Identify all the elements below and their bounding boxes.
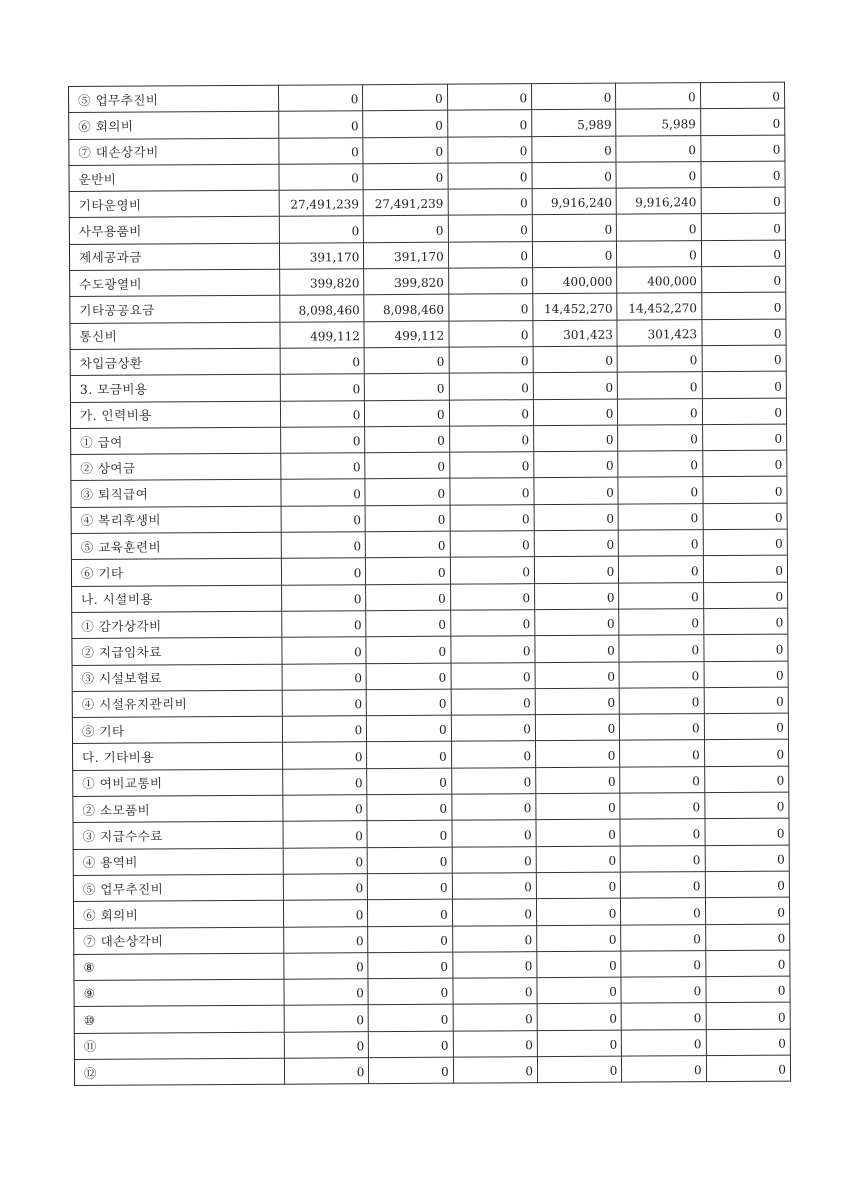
row-label: 기타운영비	[69, 190, 279, 218]
amount-cell: 0	[620, 740, 704, 767]
amount-cell: 0	[701, 240, 785, 267]
amount-cell: 0	[280, 400, 364, 427]
amount-cell: 0	[619, 635, 703, 662]
row-label: 차입금상환	[70, 348, 280, 376]
amount-cell: 0	[365, 479, 449, 506]
amount-cell: 0	[701, 161, 785, 188]
row-label: ① 급여	[71, 427, 281, 455]
amount-cell: 0	[452, 873, 536, 900]
amount-cell: 400,000	[533, 267, 617, 294]
amount-cell: 0	[366, 558, 450, 585]
amount-cell: 0	[622, 1056, 706, 1083]
amount-cell: 0	[701, 292, 785, 319]
amount-cell: 0	[702, 450, 786, 477]
amount-cell: 0	[448, 163, 532, 190]
amount-cell: 0	[451, 741, 535, 768]
amount-cell: 0	[365, 426, 449, 453]
amount-cell: 0	[366, 531, 450, 558]
amount-cell: 0	[281, 532, 365, 559]
amount-cell: 27,491,239	[279, 190, 363, 217]
amount-cell: 0	[365, 400, 449, 427]
amount-cell: 0	[535, 662, 619, 689]
amount-cell: 0	[448, 241, 532, 268]
amount-cell: 0	[616, 83, 700, 110]
amount-cell: 0	[703, 503, 787, 530]
amount-cell: 0	[283, 847, 367, 874]
amount-cell: 0	[283, 874, 367, 901]
amount-cell: 0	[621, 872, 705, 899]
amount-cell: 0	[281, 558, 365, 585]
amount-cell: 0	[621, 898, 705, 925]
amount-cell: 0	[534, 478, 618, 505]
amount-cell: 0	[618, 503, 702, 530]
amount-cell: 0	[282, 584, 366, 611]
amount-cell: 0	[534, 504, 618, 531]
amount-cell: 0	[363, 163, 447, 190]
amount-cell: 0	[706, 976, 790, 1003]
amount-cell: 0	[452, 846, 536, 873]
row-label: ④ 시설유지관리비	[72, 690, 282, 718]
amount-cell: 0	[453, 1004, 537, 1031]
amount-cell: 0	[448, 268, 532, 295]
amount-cell: 0	[618, 372, 702, 399]
amount-cell: 0	[452, 820, 536, 847]
amount-cell: 0	[451, 715, 535, 742]
amount-cell: 0	[368, 978, 452, 1005]
amount-cell: 0	[701, 266, 785, 293]
amount-cell: 0	[533, 399, 617, 426]
amount-cell: 0	[705, 871, 789, 898]
amount-cell: 0	[448, 294, 532, 321]
amount-cell: 0	[703, 608, 787, 635]
amount-cell: 0	[702, 319, 786, 346]
amount-cell: 0	[700, 108, 784, 135]
amount-cell: 0	[535, 583, 619, 610]
table-row	[74, 1055, 790, 1086]
row-label: ① 여비교통비	[73, 769, 283, 797]
row-label: ② 소모품비	[73, 795, 283, 823]
amount-cell: 0	[536, 767, 620, 794]
amount-cell: 0	[537, 1004, 621, 1031]
amount-cell: 0	[451, 794, 535, 821]
amount-cell: 0	[451, 662, 535, 689]
row-label: 수도광열비	[70, 269, 280, 297]
amount-cell: 301,423	[617, 319, 701, 346]
row-label: 3. 모금비용	[70, 374, 280, 402]
row-label: ④ 용역비	[73, 848, 283, 876]
amount-cell: 8,098,460	[364, 295, 448, 322]
amount-cell: 5,989	[616, 109, 700, 136]
amount-cell: 0	[451, 767, 535, 794]
amount-cell: 0	[279, 111, 363, 138]
amount-cell: 0	[704, 661, 788, 688]
amount-cell: 0	[365, 452, 449, 479]
amount-cell: 0	[621, 950, 705, 977]
amount-cell: 0	[537, 977, 621, 1004]
amount-cell: 0	[618, 424, 702, 451]
amount-cell: 0	[450, 531, 534, 558]
amount-cell: 0	[280, 348, 364, 375]
row-label: ⑤ 업무추진비	[69, 85, 279, 113]
amount-cell: 0	[620, 766, 704, 793]
amount-cell: 0	[702, 371, 786, 398]
amount-cell: 0	[703, 555, 787, 582]
amount-cell: 0	[535, 635, 619, 662]
amount-cell: 0	[369, 1057, 453, 1084]
amount-cell: 0	[282, 663, 366, 690]
amount-cell: 0	[620, 819, 704, 846]
amount-cell: 0	[367, 742, 451, 769]
row-label: ⑥ 기타	[71, 559, 281, 587]
amount-cell: 0	[706, 1002, 790, 1029]
row-label: 기타공공요금	[70, 296, 280, 324]
amount-cell: 0	[532, 162, 616, 189]
amount-cell: 0	[536, 819, 620, 846]
amount-cell: 0	[616, 162, 700, 189]
amount-cell: 0	[367, 715, 451, 742]
amount-cell: 0	[704, 792, 788, 819]
amount-cell: 0	[704, 713, 788, 740]
amount-cell: 0	[619, 530, 703, 557]
amount-cell: 0	[284, 1058, 368, 1085]
amount-cell: 399,820	[280, 269, 364, 296]
amount-cell: 9,916,240	[616, 188, 700, 215]
amount-cell: 0	[617, 214, 701, 241]
row-label: ⑩	[74, 1006, 284, 1034]
row-label: 운반비	[69, 164, 279, 192]
amount-cell: 27,491,239	[363, 189, 447, 216]
amount-cell: 0	[537, 1030, 621, 1057]
amount-cell: 0	[450, 504, 534, 531]
amount-cell: 0	[533, 372, 617, 399]
amount-cell: 0	[702, 424, 786, 451]
amount-cell: 0	[279, 164, 363, 191]
row-label: ⑨	[74, 979, 284, 1007]
amount-cell: 0	[368, 952, 452, 979]
amount-cell: 8,098,460	[280, 295, 364, 322]
amount-cell: 0	[284, 952, 368, 979]
amount-cell: 0	[618, 451, 702, 478]
amount-cell: 0	[620, 845, 704, 872]
amount-cell: 0	[449, 373, 533, 400]
amount-cell: 0	[706, 1029, 790, 1056]
amount-cell: 0	[363, 84, 447, 111]
amount-cell: 0	[453, 978, 537, 1005]
amount-cell: 0	[283, 900, 367, 927]
amount-cell: 0	[537, 951, 621, 978]
amount-cell: 0	[366, 584, 450, 611]
amount-cell: 0	[535, 741, 619, 768]
amount-cell: 0	[283, 821, 367, 848]
row-label: ② 상여금	[71, 453, 281, 481]
amount-cell: 0	[284, 926, 368, 953]
amount-cell: 0	[283, 795, 367, 822]
amount-cell: 0	[449, 426, 533, 453]
expense-table-body	[69, 82, 791, 1086]
amount-cell: 0	[449, 452, 533, 479]
amount-cell: 0	[703, 477, 787, 504]
amount-cell: 0	[284, 979, 368, 1006]
amount-cell: 399,820	[364, 268, 448, 295]
amount-cell: 0	[449, 347, 533, 374]
amount-cell: 9,916,240	[532, 188, 616, 215]
amount-cell: 0	[537, 1056, 621, 1083]
row-label: ⑤ 교육훈련비	[71, 532, 281, 560]
amount-cell: 0	[282, 716, 366, 743]
row-label: 제세공과금	[69, 243, 279, 271]
row-label: ③ 퇴직급여	[71, 480, 281, 508]
amount-cell: 0	[368, 873, 452, 900]
amount-cell: 0	[619, 609, 703, 636]
amount-cell: 0	[617, 346, 701, 373]
amount-cell: 0	[705, 924, 789, 951]
amount-cell: 0	[366, 663, 450, 690]
amount-cell: 0	[616, 135, 700, 162]
amount-cell: 0	[284, 1005, 368, 1032]
amount-cell: 0	[620, 714, 704, 741]
amount-cell: 0	[700, 82, 784, 109]
amount-cell: 0	[703, 582, 787, 609]
amount-cell: 14,452,270	[533, 294, 617, 321]
amount-cell: 0	[536, 846, 620, 873]
amount-cell: 0	[278, 85, 362, 112]
amount-cell: 0	[367, 689, 451, 716]
amount-cell: 0	[701, 187, 785, 214]
amount-cell: 0	[279, 137, 363, 164]
amount-cell: 0	[536, 872, 620, 899]
amount-cell: 0	[279, 216, 363, 243]
amount-cell: 0	[701, 214, 785, 241]
amount-cell: 0	[367, 820, 451, 847]
amount-cell: 0	[450, 610, 534, 637]
row-label: 나. 시설비용	[72, 585, 282, 613]
row-label: ⑦ 대손상각비	[69, 138, 279, 166]
amount-cell: 0	[366, 610, 450, 637]
amount-cell: 0	[704, 740, 788, 767]
amount-cell: 0	[368, 899, 452, 926]
amount-cell: 0	[532, 215, 616, 242]
row-label: 가. 인력비용	[70, 401, 280, 429]
amount-cell: 0	[705, 845, 789, 872]
amount-cell: 0	[449, 399, 533, 426]
amount-cell: 0	[619, 661, 703, 688]
row-label: 다. 기타비용	[73, 743, 283, 771]
row-label: ① 감가상각비	[72, 611, 282, 639]
amount-cell: 0	[706, 1055, 790, 1082]
amount-cell: 0	[449, 320, 533, 347]
amount-cell: 391,170	[364, 242, 448, 269]
row-label: ⑤ 기타	[72, 716, 282, 744]
row-label: ⑤ 업무추진비	[73, 874, 283, 902]
amount-cell: 391,170	[279, 242, 363, 269]
amount-cell: 0	[619, 582, 703, 609]
amount-cell: 0	[452, 899, 536, 926]
amount-cell: 0	[447, 110, 531, 137]
amount-cell: 0	[363, 110, 447, 137]
amount-cell: 0	[702, 345, 786, 372]
amount-cell: 0	[620, 793, 704, 820]
amount-cell: 0	[705, 950, 789, 977]
amount-cell: 0	[281, 427, 365, 454]
amount-cell: 0	[282, 690, 366, 717]
row-label: ④ 복리후생비	[71, 506, 281, 534]
amount-cell: 0	[283, 742, 367, 769]
amount-cell: 0	[367, 847, 451, 874]
amount-cell: 0	[704, 687, 788, 714]
amount-cell: 0	[704, 766, 788, 793]
row-label: ⑥ 회의비	[69, 112, 279, 140]
amount-cell: 0	[618, 398, 702, 425]
amount-cell: 0	[281, 505, 365, 532]
amount-cell: 0	[366, 636, 450, 663]
amount-cell: 0	[367, 768, 451, 795]
amount-cell: 0	[281, 453, 365, 480]
amount-cell: 0	[284, 1031, 368, 1058]
amount-cell: 0	[531, 83, 615, 110]
amount-cell: 0	[705, 818, 789, 845]
expense-table	[68, 82, 791, 1087]
amount-cell: 0	[451, 636, 535, 663]
row-label: ③ 지급수수료	[73, 822, 283, 850]
amount-cell: 0	[621, 1003, 705, 1030]
amount-cell: 0	[365, 373, 449, 400]
amount-cell: 0	[532, 136, 616, 163]
amount-cell: 0	[451, 688, 535, 715]
amount-cell: 0	[536, 898, 620, 925]
amount-cell: 0	[282, 637, 366, 664]
amount-cell: 0	[535, 688, 619, 715]
amount-cell: 499,112	[280, 321, 364, 348]
amount-cell: 0	[704, 634, 788, 661]
amount-cell: 0	[536, 793, 620, 820]
amount-cell: 0	[617, 240, 701, 267]
amount-cell: 0	[448, 189, 532, 216]
amount-cell: 0	[364, 216, 448, 243]
amount-cell: 0	[703, 529, 787, 556]
amount-cell: 0	[450, 583, 534, 610]
amount-cell: 0	[453, 1030, 537, 1057]
amount-cell: 0	[621, 977, 705, 1004]
amount-cell: 0	[281, 479, 365, 506]
amount-cell: 0	[365, 505, 449, 532]
scanned-page	[68, 82, 790, 1087]
row-label: ③ 시설보험료	[72, 664, 282, 692]
amount-cell: 0	[367, 794, 451, 821]
amount-cell: 0	[620, 687, 704, 714]
amount-cell: 0	[532, 241, 616, 268]
amount-cell: 0	[533, 346, 617, 373]
row-label: ⑦ 대손상각비	[74, 927, 284, 955]
amount-cell: 0	[702, 398, 786, 425]
row-label: ⑧	[74, 953, 284, 981]
amount-cell: 0	[534, 556, 618, 583]
amount-cell: 14,452,270	[617, 293, 701, 320]
amount-cell: 5,989	[532, 109, 616, 136]
row-label: ⑪	[74, 1032, 284, 1060]
row-label: ⑥ 회의비	[73, 900, 283, 928]
amount-cell: 0	[282, 611, 366, 638]
amount-cell: 0	[700, 135, 784, 162]
amount-cell: 0	[453, 1057, 537, 1084]
amount-cell: 0	[364, 347, 448, 374]
amount-cell: 0	[618, 477, 702, 504]
amount-cell: 0	[450, 478, 534, 505]
amount-cell: 0	[368, 1005, 452, 1032]
amount-cell: 0	[368, 926, 452, 953]
amount-cell: 0	[534, 425, 618, 452]
amount-cell: 0	[363, 137, 447, 164]
amount-cell: 0	[447, 136, 531, 163]
amount-cell: 0	[622, 1029, 706, 1056]
row-label: ⑫	[74, 1058, 284, 1086]
amount-cell: 0	[705, 897, 789, 924]
amount-cell: 0	[280, 374, 364, 401]
amount-cell: 0	[452, 925, 536, 952]
amount-cell: 301,423	[533, 320, 617, 347]
amount-cell: 0	[534, 530, 618, 557]
amount-cell: 0	[283, 768, 367, 795]
row-label: ② 지급임차료	[72, 637, 282, 665]
amount-cell: 0	[447, 84, 531, 111]
amount-cell: 0	[534, 451, 618, 478]
row-label: 통신비	[70, 322, 280, 350]
amount-cell: 0	[452, 951, 536, 978]
amount-cell: 0	[369, 1031, 453, 1058]
amount-cell: 400,000	[617, 267, 701, 294]
amount-cell: 0	[450, 557, 534, 584]
amount-cell: 0	[535, 609, 619, 636]
amount-cell: 0	[619, 556, 703, 583]
amount-cell: 0	[448, 215, 532, 242]
amount-cell: 0	[621, 924, 705, 951]
row-label: 사무용품비	[69, 217, 279, 245]
amount-cell: 0	[537, 925, 621, 952]
amount-cell: 499,112	[364, 321, 448, 348]
amount-cell: 0	[535, 714, 619, 741]
